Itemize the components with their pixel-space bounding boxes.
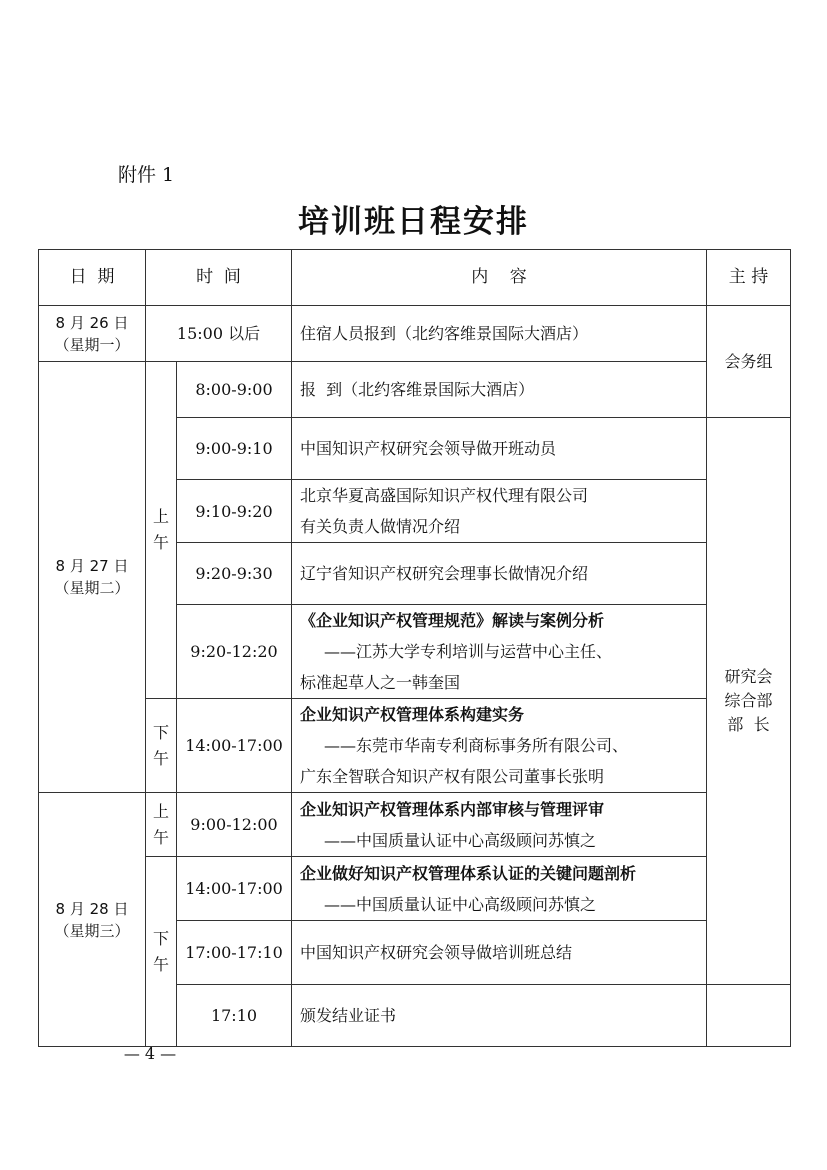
table-row <box>39 857 791 921</box>
segment-cell: 上 午 <box>146 793 177 857</box>
host-cell: 会务组 <box>707 306 791 418</box>
host-cell <box>707 985 791 1047</box>
host-cell: 研究会 综合部 部 长 <box>707 418 791 985</box>
time-cell: 17:10 <box>177 985 292 1047</box>
page-title: 培训班日程安排 <box>298 204 529 240</box>
segment-cell: 下 午 <box>146 699 177 793</box>
time-cell: 14:00-17:00 <box>177 857 292 921</box>
content-cell: 中国知识产权研究会领导做开班动员 <box>292 418 707 480</box>
time-cell: 15:00 以后 <box>146 306 292 362</box>
table-row <box>39 793 791 857</box>
time-cell: 9:20-9:30 <box>177 543 292 605</box>
header-host: 主 持 <box>707 250 791 306</box>
time-cell: 9:00-12:00 <box>177 793 292 857</box>
table-row <box>39 306 791 362</box>
time-cell: 17:00-17:10 <box>177 921 292 985</box>
table-row <box>39 699 791 793</box>
content-cell: 辽宁省知识产权研究会理事长做情况介绍 <box>292 543 707 605</box>
time-cell: 14:00-17:00 <box>177 699 292 793</box>
time-cell: 9:00-9:10 <box>177 418 292 480</box>
content-cell: 住宿人员报到（北约客维景国际大酒店） <box>292 306 707 362</box>
content-cell: 《企业知识产权管理规范》解读与案例分析 ——江苏大学专利培训与运营中心主任、 标准起草人之一韩奎国 <box>292 605 707 699</box>
time-cell: 9:10-9:20 <box>177 480 292 543</box>
table-row <box>39 362 791 418</box>
header-row <box>39 250 791 306</box>
segment-cell: 上 午 <box>146 362 177 699</box>
schedule-table <box>38 249 791 1047</box>
date-cell: 8 月 27 日 （星期二） <box>39 362 146 793</box>
header-time: 时 间 <box>146 250 292 306</box>
page-number: — 4 — <box>123 1044 177 1063</box>
time-cell: 9:20-12:20 <box>177 605 292 699</box>
date-cell: 8 月 26 日 （星期一） <box>39 306 146 362</box>
segment-cell: 下 午 <box>146 857 177 1047</box>
time-cell: 8:00-9:00 <box>177 362 292 418</box>
date-cell: 8 月 28 日 （星期三） <box>39 793 146 1047</box>
content-cell: 企业做好知识产权管理体系认证的关键问题剖析 ——中国质量认证中心高级顾问苏慎之 <box>292 857 707 921</box>
content-cell: 报 到（北约客维景国际大酒店） <box>292 362 707 418</box>
content-cell: 企业知识产权管理体系内部审核与管理评审 ——中国质量认证中心高级顾问苏慎之 <box>292 793 707 857</box>
content-cell: 北京华夏高盛国际知识产权代理有限公司 有关负责人做情况介绍 <box>292 480 707 543</box>
header-content: 内 容 <box>292 250 707 306</box>
attachment-label: 附件 1 <box>118 164 175 186</box>
header-date: 日 期 <box>39 250 146 306</box>
content-cell: 中国知识产权研究会领导做培训班总结 <box>292 921 707 985</box>
content-cell: 企业知识产权管理体系构建实务 ——东莞市华南专利商标事务所有限公司、 广东全智联合知识产权有限公司董事长张明 <box>292 699 707 793</box>
content-cell: 颁发结业证书 <box>292 985 707 1047</box>
